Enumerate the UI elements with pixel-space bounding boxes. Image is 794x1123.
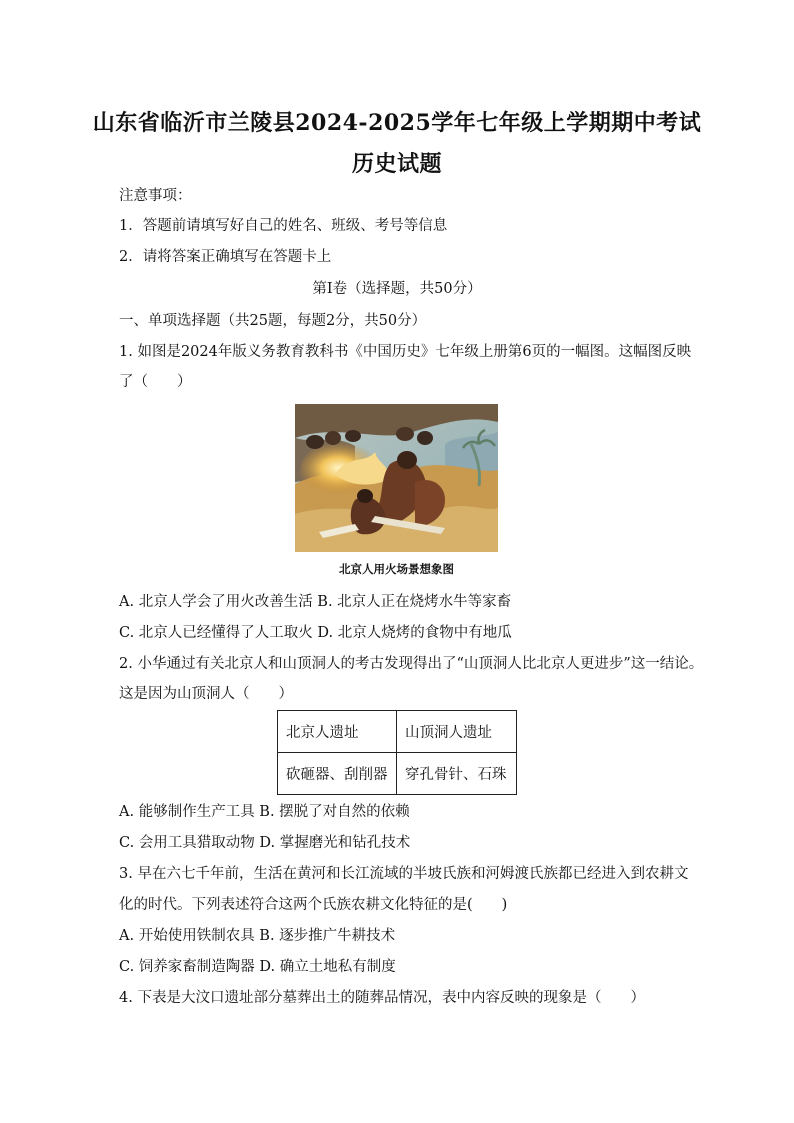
part-heading: 一、单项选择题（共25题，每题2分，共50分） — [119, 313, 427, 329]
q3-options-cd: C. 饲养家畜制造陶器 D. 确立土地私有制度 — [119, 959, 396, 975]
q1-image-caption: 北京人用火场景想象图 — [339, 562, 454, 576]
table-cell: 穿孔骨针、石珠 — [397, 753, 517, 795]
q2-options-ab: A. 能够制作生产工具 B. 摆脱了对自然的依赖 — [119, 804, 410, 820]
table-row — [278, 711, 517, 753]
q2-stem-line2: 这是因为山顶洞人（ ） — [119, 686, 293, 702]
exam-title: 山东省临沂市兰陵县2024-2025学年七年级上学期期中考试 — [92, 110, 702, 136]
exam-subtitle: 历史试题 — [351, 151, 442, 177]
q2-options-cd: C. 会用工具猎取动物 D. 掌握磨光和钻孔技术 — [119, 835, 411, 851]
q1-options-ab: A. 北京人学会了用火改善生活 B. 北京人正在烧烤水牛等家畜 — [119, 594, 512, 610]
table-cell: 山顶洞人遗址 — [397, 711, 517, 753]
q1-options-cd: C. 北京人已经懂得了人工取火 D. 北京人烧烤的食物中有地瓜 — [119, 625, 512, 641]
q2-stem-line1: 2. 小华通过有关北京人和山顶洞人的考古发现得出了“山顶洞人比北京人更进步”这一结论。 — [119, 656, 704, 672]
notes-heading: 注意事项： — [119, 188, 192, 204]
volume-heading: 第I卷（选择题，共50分） — [312, 281, 482, 297]
table-cell: 砍砸器、刮削器 — [278, 753, 397, 795]
q3-stem-line2: 化的时代。下列表述符合这两个氏族农耕文化特征的是( ) — [119, 897, 508, 913]
q1-illustration — [295, 404, 498, 552]
q1-stem-line1: 1. 如图是2024年版义务教育教科书《中国历史》七年级上册第6页的一幅图。这幅图反映 — [119, 344, 692, 360]
table-cell: 北京人遗址 — [278, 711, 397, 753]
q3-options-ab: A. 开始使用铁制农具 B. 逐步推广牛耕技术 — [119, 928, 396, 944]
table-row — [278, 753, 517, 795]
q1-stem-line2: 了（ ） — [119, 374, 192, 390]
q4-stem-line1: 4. 下表是大汶口遗址部分墓葬出土的随葬品情况，表中内容反映的现象是（ ） — [119, 990, 645, 1006]
q2-comparison-table — [277, 710, 517, 795]
notes-item-2: 2．请将答案正确填写在答题卡上 — [119, 249, 332, 265]
peking-man-fire-illustration — [295, 404, 498, 552]
notes-item-1: 1．答题前请填写好自己的姓名、班级、考号等信息 — [119, 218, 448, 234]
q3-stem-line1: 3. 早在六七千年前，生活在黄河和长江流域的半坡氏族和河姆渡氏族都已经进入到农耕文 — [119, 866, 689, 882]
